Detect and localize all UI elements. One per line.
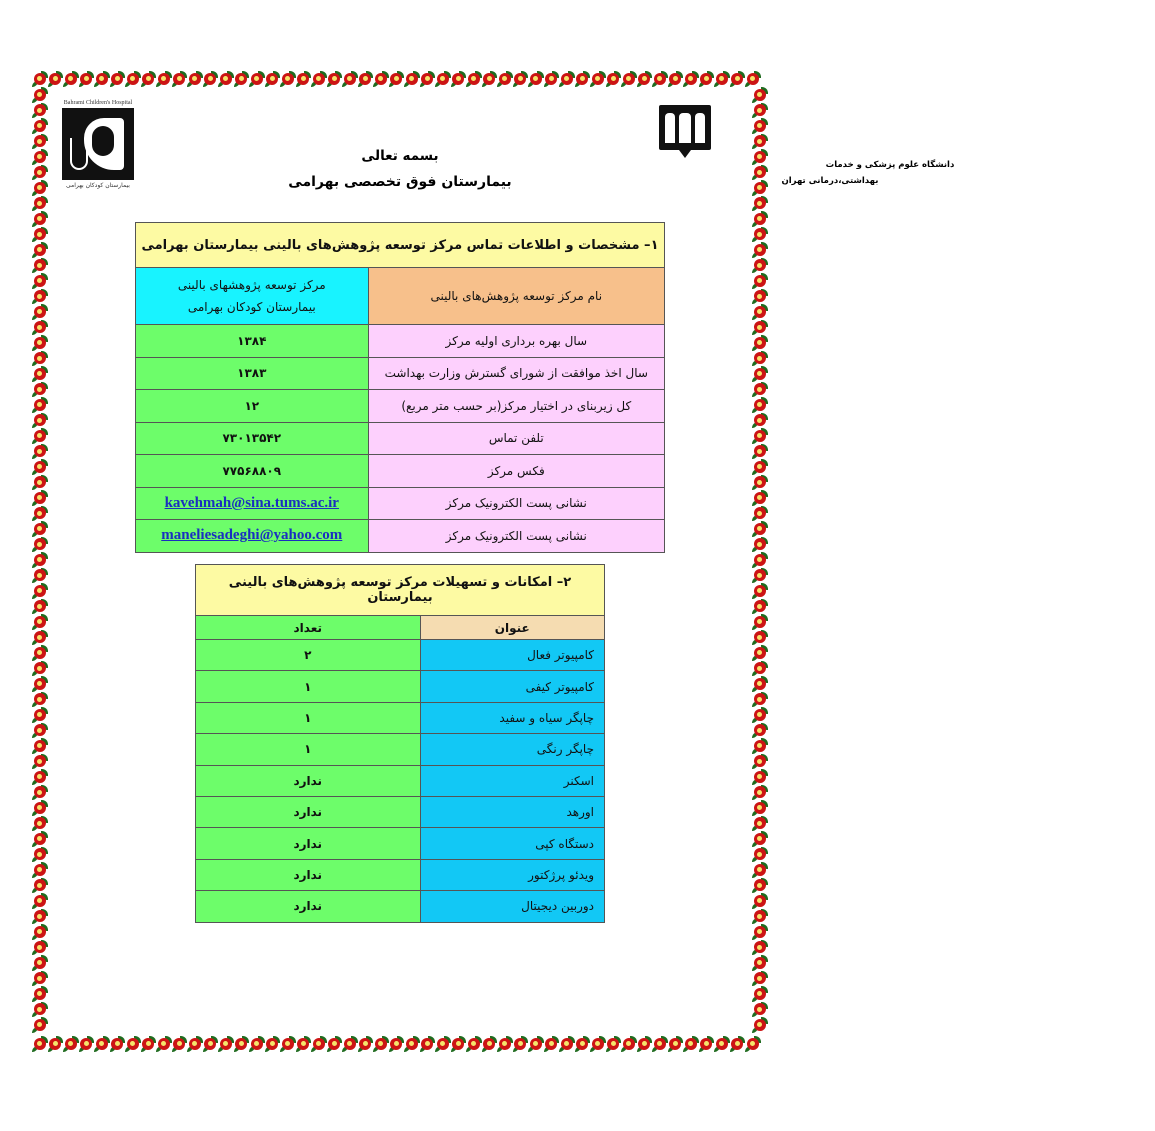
table-row [196,765,605,796]
flower-icon [752,366,768,382]
flower-icon [342,1036,358,1052]
flower-icon [389,1036,405,1052]
flower-icon [752,800,768,816]
flower-icon [544,1036,560,1052]
flower-icon [32,862,48,878]
flower-icon [32,506,48,522]
facility-count: ندارد [196,796,421,827]
flower-icon [265,1036,281,1052]
flower-icon [752,335,768,351]
flower-icon [32,273,48,289]
flower-icon [752,723,768,739]
flower-icon [373,1036,389,1052]
flower-icon [497,1036,513,1052]
flower-icon [32,552,48,568]
row-value: مرکز توسعه پژوهشهای بالینی بیمارستان کودکان بهرامی [136,268,369,325]
row-label: فکس مرکز [368,455,664,488]
invocation-heading: بسمه تعالی [361,148,439,164]
row-label: نشانی پست الکترونیک مرکز [368,520,664,553]
flower-icon [730,1036,746,1052]
flower-icon [32,382,48,398]
flower-icon [32,847,48,863]
flower-icon [528,71,544,87]
flower-icon [652,1036,668,1052]
flower-icon [32,893,48,909]
flower-icon [559,1036,575,1052]
table-row [196,796,605,827]
flower-icon [32,1017,48,1033]
flower-icon [606,1036,622,1052]
flower-icon [327,1036,343,1052]
flower-icon [528,1036,544,1052]
flower-icon [637,1036,653,1052]
table-row [136,268,665,325]
flower-icon [752,537,768,553]
flower-icon [32,940,48,956]
flower-icon [752,599,768,615]
facility-count: ۱ [196,671,421,702]
flower-icon [203,71,219,87]
hospital-logo [58,100,138,195]
flower-icon [752,661,768,677]
table-row [136,325,665,358]
flower-icon [296,1036,312,1052]
facility-name: اورهد [420,796,605,827]
contact-info-title: ۱– مشخصات و اطلاعات تماس مرکز توسعه پژوهش‌های بالینی بیمارستان بهرامی [136,223,665,268]
flower-icon [752,506,768,522]
column-header-name: عنوان [420,616,605,640]
flower-icon [404,1036,420,1052]
flower-icon [420,1036,436,1052]
flower-icon [668,1036,684,1052]
flower-icon [156,71,172,87]
flower-icon [32,71,48,87]
flower-icon [94,1036,110,1052]
flower-icon [575,71,591,87]
flower-icon [752,289,768,305]
facility-count: ندارد [196,828,421,859]
flower-icon [32,785,48,801]
table-header-row [196,616,605,640]
flower-icon [752,692,768,708]
flower-icon [32,676,48,692]
flower-icon [32,614,48,630]
flower-icon [752,909,768,925]
flower-icon [125,1036,141,1052]
hospital-logo-caption-fa: بیمارستان کودکان بهرامی [66,182,130,189]
flower-icon [752,831,768,847]
row-label: کل زیربنای در اختیار مرکز(بر حسب متر مربع) [368,390,664,423]
table-row [196,891,605,922]
flower-icon [699,1036,715,1052]
flower-icon [32,87,48,103]
flower-icon [752,738,768,754]
flower-icon [559,71,575,87]
table-row [196,828,605,859]
flower-icon [32,165,48,181]
flower-icon [590,1036,606,1052]
flower-icon [311,71,327,87]
flower-icon [32,645,48,661]
flower-icon [752,1002,768,1018]
flower-icon [32,227,48,243]
flower-icon [752,676,768,692]
flower-icon [683,1036,699,1052]
flower-icon [752,521,768,537]
flower-icon [32,242,48,258]
flower-icon [752,103,768,119]
flower-icon [32,769,48,785]
flower-icon [451,1036,467,1052]
flower-icon [497,71,513,87]
facility-count: ۱ [196,702,421,733]
flower-icon [32,118,48,134]
flower-icon [752,258,768,274]
flower-icon [32,289,48,305]
flower-icon [48,1036,64,1052]
table-row [196,640,605,671]
flower-icon [752,955,768,971]
flower-icon [32,366,48,382]
flower-icon [32,831,48,847]
row-value: ۱۲ [136,390,369,423]
flower-icon [32,971,48,987]
flower-icon [752,769,768,785]
flower-icon [218,1036,234,1052]
flower-icon [752,614,768,630]
flower-icon [141,1036,157,1052]
flower-icon [32,630,48,646]
flower-icon [466,1036,482,1052]
table-row [196,671,605,702]
email-cell [136,487,369,520]
row-label: سال اخذ موافقت از شورای گسترش وزارت بهداشت [368,357,664,390]
flower-icon [32,320,48,336]
flower-border-left [32,87,48,1033]
flower-icon [752,273,768,289]
flower-icon [513,1036,529,1052]
flower-icon [63,1036,79,1052]
flower-icon [752,444,768,460]
flower-icon [32,599,48,615]
facility-name: اسکنر [420,765,605,796]
flower-icon [544,71,560,87]
flower-icon [389,71,405,87]
flower-icon [752,971,768,987]
flower-icon [32,800,48,816]
flower-icon [32,1036,48,1052]
flower-icon [32,475,48,491]
flower-icon [32,955,48,971]
flower-icon [752,475,768,491]
flower-icon [32,816,48,832]
facility-name: دوربین دیجیتال [420,891,605,922]
fax-value: ۷۷۵۶۸۸۰۹ [136,455,369,488]
flower-icon [32,924,48,940]
flower-icon [513,71,529,87]
facility-name: کامپیوتر فعال [420,640,605,671]
flower-icon [249,71,265,87]
flower-icon [752,134,768,150]
flower-border-right [752,87,768,1033]
flower-icon [752,242,768,258]
flower-border-bottom [32,1036,761,1052]
flower-icon [32,583,48,599]
flower-icon [342,71,358,87]
flower-icon [358,1036,374,1052]
flower-icon [730,71,746,87]
hospital-heading: بیمارستان فوق تخصصی بهرامی [288,174,512,190]
flower-icon [110,1036,126,1052]
table-row [136,357,665,390]
flower-icon [187,71,203,87]
flower-icon [32,909,48,925]
flower-icon [234,71,250,87]
flower-icon [280,1036,296,1052]
facility-name: کامپیوتر کیفی [420,671,605,702]
flower-icon [752,645,768,661]
flower-icon [265,71,281,87]
flower-icon [435,1036,451,1052]
facility-count: ندارد [196,859,421,890]
flower-icon [32,661,48,677]
flower-icon [621,1036,637,1052]
flower-icon [218,71,234,87]
flower-icon [156,1036,172,1052]
flower-icon [714,1036,730,1052]
mother-child-logo-icon [62,108,134,180]
flower-icon [752,351,768,367]
flower-icon [311,1036,327,1052]
flower-icon [373,71,389,87]
flower-icon [752,924,768,940]
facility-name: چاپگر سیاه و سفید [420,702,605,733]
flower-icon [621,71,637,87]
flower-icon [752,986,768,1002]
flower-icon [752,754,768,770]
flower-icon [752,320,768,336]
flower-icon [32,134,48,150]
flower-icon [752,552,768,568]
flower-icon [203,1036,219,1052]
flower-icon [187,1036,203,1052]
flower-icon [745,1036,761,1052]
flower-icon [32,180,48,196]
flower-icon [32,537,48,553]
flower-icon [752,211,768,227]
flower-icon [48,71,64,87]
flower-icon [32,459,48,475]
table-row [196,702,605,733]
flower-icon [752,785,768,801]
flower-icon [752,196,768,212]
email-cell [136,520,369,553]
flower-icon [752,227,768,243]
flower-icon [652,71,668,87]
facilities-table [195,564,605,923]
table-row [196,734,605,765]
table-row [136,455,665,488]
email-link-2[interactable]: maneliesadeghi@yahoo.com [161,527,343,544]
flower-icon [32,738,48,754]
table-row [136,520,665,553]
flower-icon [683,71,699,87]
flower-icon [32,723,48,739]
flower-icon [32,490,48,506]
hospital-logo-caption-en: Bahrami Children's Hospital [63,100,133,106]
flower-icon [714,71,730,87]
university-name-line1: دانشگاه علوم پزشکی و خدمات [825,160,955,170]
flower-icon [32,707,48,723]
flower-icon [249,1036,265,1052]
flower-icon [590,71,606,87]
flower-icon [79,71,95,87]
flower-icon [482,71,498,87]
flower-icon [752,630,768,646]
flower-icon [606,71,622,87]
row-value: ۱۳۸۳ [136,357,369,390]
row-label: سال بهره برداری اولیه مرکز [368,325,664,358]
flower-icon [32,413,48,429]
flower-icon [466,71,482,87]
flower-icon [32,196,48,212]
flower-icon [32,397,48,413]
row-label: نشانی پست الکترونیک مرکز [368,487,664,520]
table-row [196,859,605,890]
flower-icon [668,71,684,87]
flower-icon [752,490,768,506]
flower-border-top [32,71,761,87]
flower-icon [141,71,157,87]
row-value: ۱۳۸۴ [136,325,369,358]
flower-icon [234,1036,250,1052]
flower-icon [32,692,48,708]
flower-icon [32,568,48,584]
table-row [136,390,665,423]
flower-icon [32,428,48,444]
flower-icon [637,71,653,87]
flower-icon [32,304,48,320]
facility-count: ۲ [196,640,421,671]
flower-icon [32,521,48,537]
facility-count: ندارد [196,765,421,796]
flower-icon [280,71,296,87]
flower-icon [752,940,768,956]
flower-icon [752,878,768,894]
phone-value: ۷۳۰۱۳۵۴۲ [136,422,369,455]
flower-icon [172,1036,188,1052]
flower-icon [752,583,768,599]
flower-icon [752,862,768,878]
flower-icon [79,1036,95,1052]
row-label: نام مرکز توسعه پژوهش‌های بالینی [368,268,664,325]
university-emblem-icon [659,105,711,150]
flower-icon [435,71,451,87]
flower-icon [752,707,768,723]
flower-icon [752,428,768,444]
flower-icon [752,87,768,103]
flower-icon [63,71,79,87]
table-row [136,487,665,520]
facility-count: ۱ [196,734,421,765]
flower-icon [752,847,768,863]
flower-icon [752,397,768,413]
flower-icon [296,71,312,87]
flower-icon [32,351,48,367]
flower-icon [482,1036,498,1052]
flower-icon [32,444,48,460]
flower-icon [420,71,436,87]
university-name-line2: بهداشتی،درمانی تهران [781,176,879,186]
flower-icon [32,149,48,165]
flower-icon [32,1002,48,1018]
flower-icon [32,878,48,894]
flower-icon [94,71,110,87]
email-link-1[interactable]: kavehmah@sina.tums.ac.ir [164,494,339,511]
flower-icon [404,71,420,87]
facility-name: چاپگر رنگی [420,734,605,765]
flower-icon [752,304,768,320]
flower-icon [32,754,48,770]
flower-icon [752,413,768,429]
flower-icon [32,103,48,119]
flower-icon [327,71,343,87]
flower-icon [32,258,48,274]
flower-icon [752,568,768,584]
facilities-title: ۲– امکانات و تسهیلات مرکز توسعه پژوهش‌های بالینی بیمارستان [196,565,605,616]
flower-icon [752,459,768,475]
flower-icon [451,71,467,87]
flower-icon [32,986,48,1002]
flower-icon [752,118,768,134]
flower-icon [745,71,761,87]
flower-icon [32,335,48,351]
table-row [136,422,665,455]
flower-icon [752,893,768,909]
contact-info-table [135,222,665,553]
flower-icon [110,71,126,87]
flower-icon [358,71,374,87]
flower-icon [125,71,141,87]
flower-icon [699,71,715,87]
facility-name: دستگاه کپی [420,828,605,859]
university-logo [625,105,955,186]
flower-icon [752,816,768,832]
flower-icon [752,382,768,398]
flower-icon [575,1036,591,1052]
flower-icon [32,211,48,227]
row-label: تلفن تماس [368,422,664,455]
flower-icon [172,71,188,87]
facility-count: ندارد [196,891,421,922]
flower-icon [752,1017,768,1033]
facility-name: ویدئو پرژکتور [420,859,605,890]
column-header-count: تعداد [196,616,421,640]
